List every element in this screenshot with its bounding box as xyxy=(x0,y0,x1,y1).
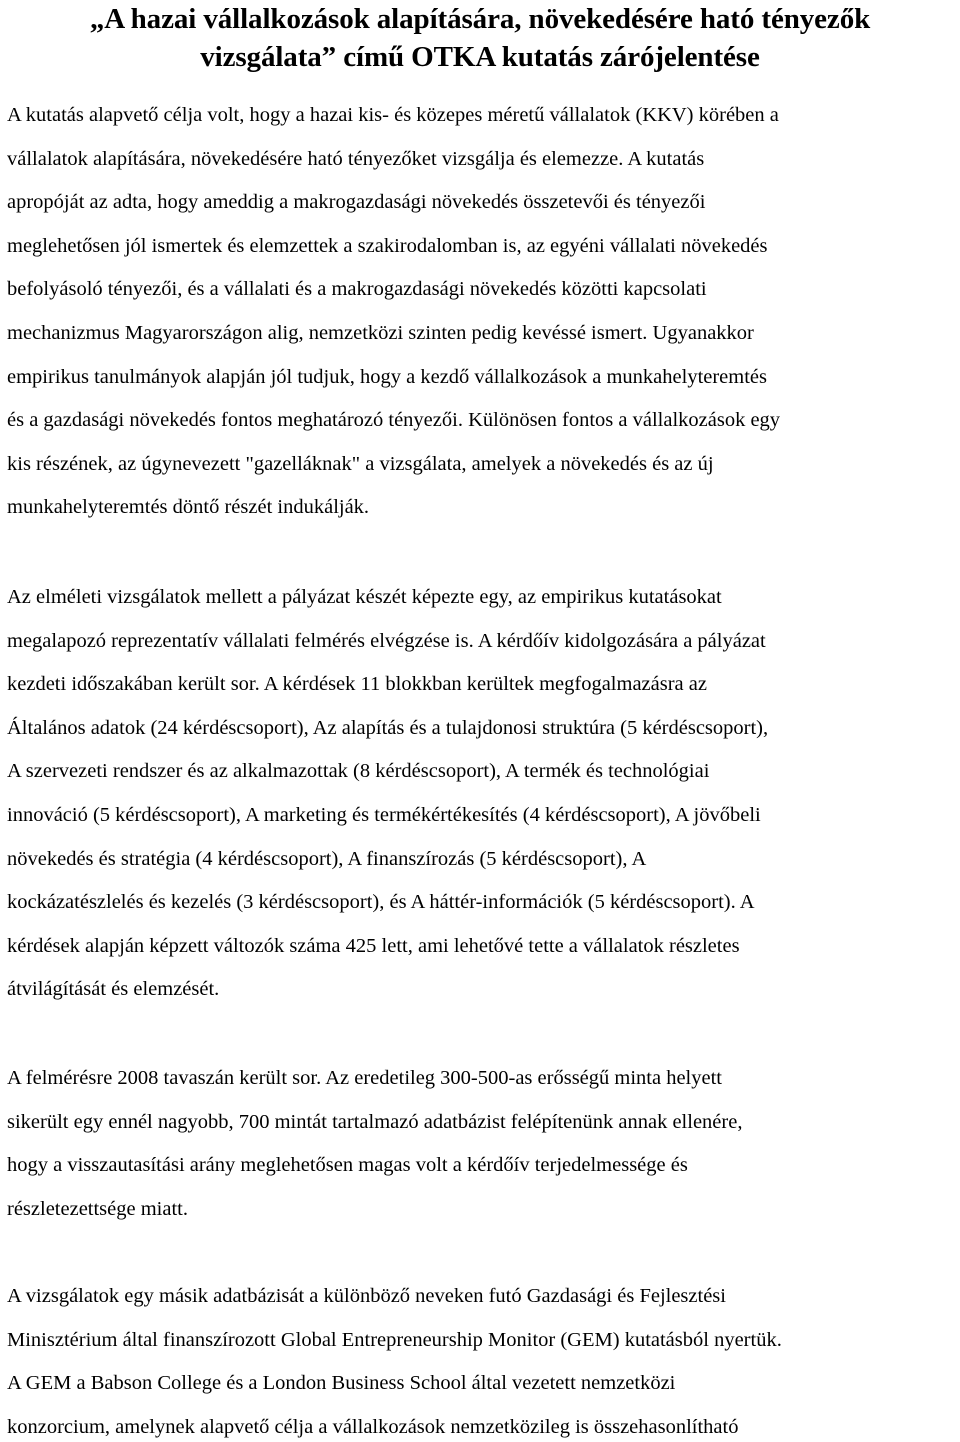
text-line: átvilágítását és elemzését. xyxy=(7,978,220,1001)
title-line: vizsgálata” című OTKA kutatás zárójelentése xyxy=(200,41,760,73)
text-line: konzorcium, amelynek alapvető célja a vállalkozások nemzetközileg is összehasonlítható xyxy=(7,1415,739,1438)
text-line: empirikus tanulmányok alapján jól tudjuk, hogy a kezdő vállalkozások a munkahelyteremtés xyxy=(7,365,768,388)
text-line: részletezettsége miatt. xyxy=(7,1197,188,1220)
text-line: növekedés és stratégia (4 kérdéscsoport), A finanszírozás (5 kérdéscsoport), A xyxy=(7,847,647,870)
paragraph-gem-database xyxy=(7,1275,957,1442)
text-line: kérdések alapján képzett változók száma 425 lett, ami lehetővé tette a vállalatok részletes xyxy=(7,934,740,957)
text-line: és a gazdasági növekedés fontos meghatározó tényezői. Különösen fontos a vállalkozások egy xyxy=(7,409,781,432)
text-line: Minisztérium által finanszírozott Global Entrepreneurship Monitor (GEM) kutatásból nyertük. xyxy=(7,1328,782,1351)
text-line: apropóját az adta, hogy ameddig a makrogazdasági növekedés összetevői és tényezői xyxy=(7,191,706,214)
paragraph-survey-timing xyxy=(7,1057,957,1231)
text-line: Az elméleti vizsgálatok mellett a pályázat készét képezte egy, az empirikus kutatásokat xyxy=(7,586,722,608)
title-line: „A hazai vállalkozások alapítására, növekedésére ható tényezők xyxy=(89,3,871,35)
text-line: befolyásoló tényezői, és a vállalati és a makrogazdasági növekedés közötti kapcsolati xyxy=(7,278,707,301)
text-line: A GEM a Babson College és a London Business School által vezetett nemzetközi xyxy=(7,1372,676,1395)
text-line: munkahelyteremtés döntő részét indukálják. xyxy=(7,496,370,519)
text-line: Általános adatok (24 kérdéscsoport), Az alapítás és a tulajdonosi struktúra (5 kérdéscsoport), xyxy=(7,716,769,739)
text-line: megalapozó reprezentatív vállalati felmérés elvégzése is. A kérdőív kidolgozására a pályázat xyxy=(7,629,766,652)
text-line: A kutatás alapvető célja volt, hogy a hazai kis- és közepes méretű vállalatok (KKV) körében a xyxy=(7,104,779,126)
text-line: A vizsgálatok egy másik adatbázisát a különböző neveken futó Gazdasági és Fejlesztési xyxy=(7,1285,726,1307)
text-line: sikerült egy ennél nagyobb, 700 mintát tartalmazó adatbázist felépítenünk annak ellenére, xyxy=(7,1110,743,1133)
text-line: mechanizmus Magyarországon alig, nemzetközi szinten pedig kevéssé ismert. Ugyanakkor xyxy=(7,321,754,344)
paragraph-survey-design xyxy=(7,576,957,1012)
text-line: kockázatészlelés és kezelés (3 kérdéscsoport), és A háttér-információk (5 kérdéscsoport). A xyxy=(7,891,755,914)
paragraph-research-goal xyxy=(7,94,957,530)
text-line: innováció (5 kérdéscsoport), A marketing és termékértékesítés (4 kérdéscsoport), A jövőbeli xyxy=(7,803,761,826)
text-line: hogy a visszautasítási arány meglehetősen magas volt a kérdőív terjedelmessége és xyxy=(7,1154,688,1177)
text-line: kezdeti időszakában került sor. A kérdések 11 blokkban kerültek megfogalmazásra az xyxy=(7,673,707,696)
text-line: vállalatok alapítására, növekedésére ható tényezőket vizsgálja és elemezze. A kutatás xyxy=(7,147,705,170)
text-line: A szervezeti rendszer és az alkalmazottak (8 kérdéscsoport), A termék és technológiai xyxy=(7,760,710,783)
text-line: kis részének, az úgynevezett "gazelláknak" a vizsgálata, amelyek a növekedés és az új xyxy=(7,452,714,475)
text-line: A felmérésre 2008 tavaszán került sor. Az eredetileg 300-500-as erősségű minta helyett xyxy=(7,1067,722,1089)
document-title xyxy=(0,0,960,76)
text-line: meglehetősen jól ismertek és elemzettek a szakirodalomban is, az egyéni vállalati növekedés xyxy=(7,234,768,257)
